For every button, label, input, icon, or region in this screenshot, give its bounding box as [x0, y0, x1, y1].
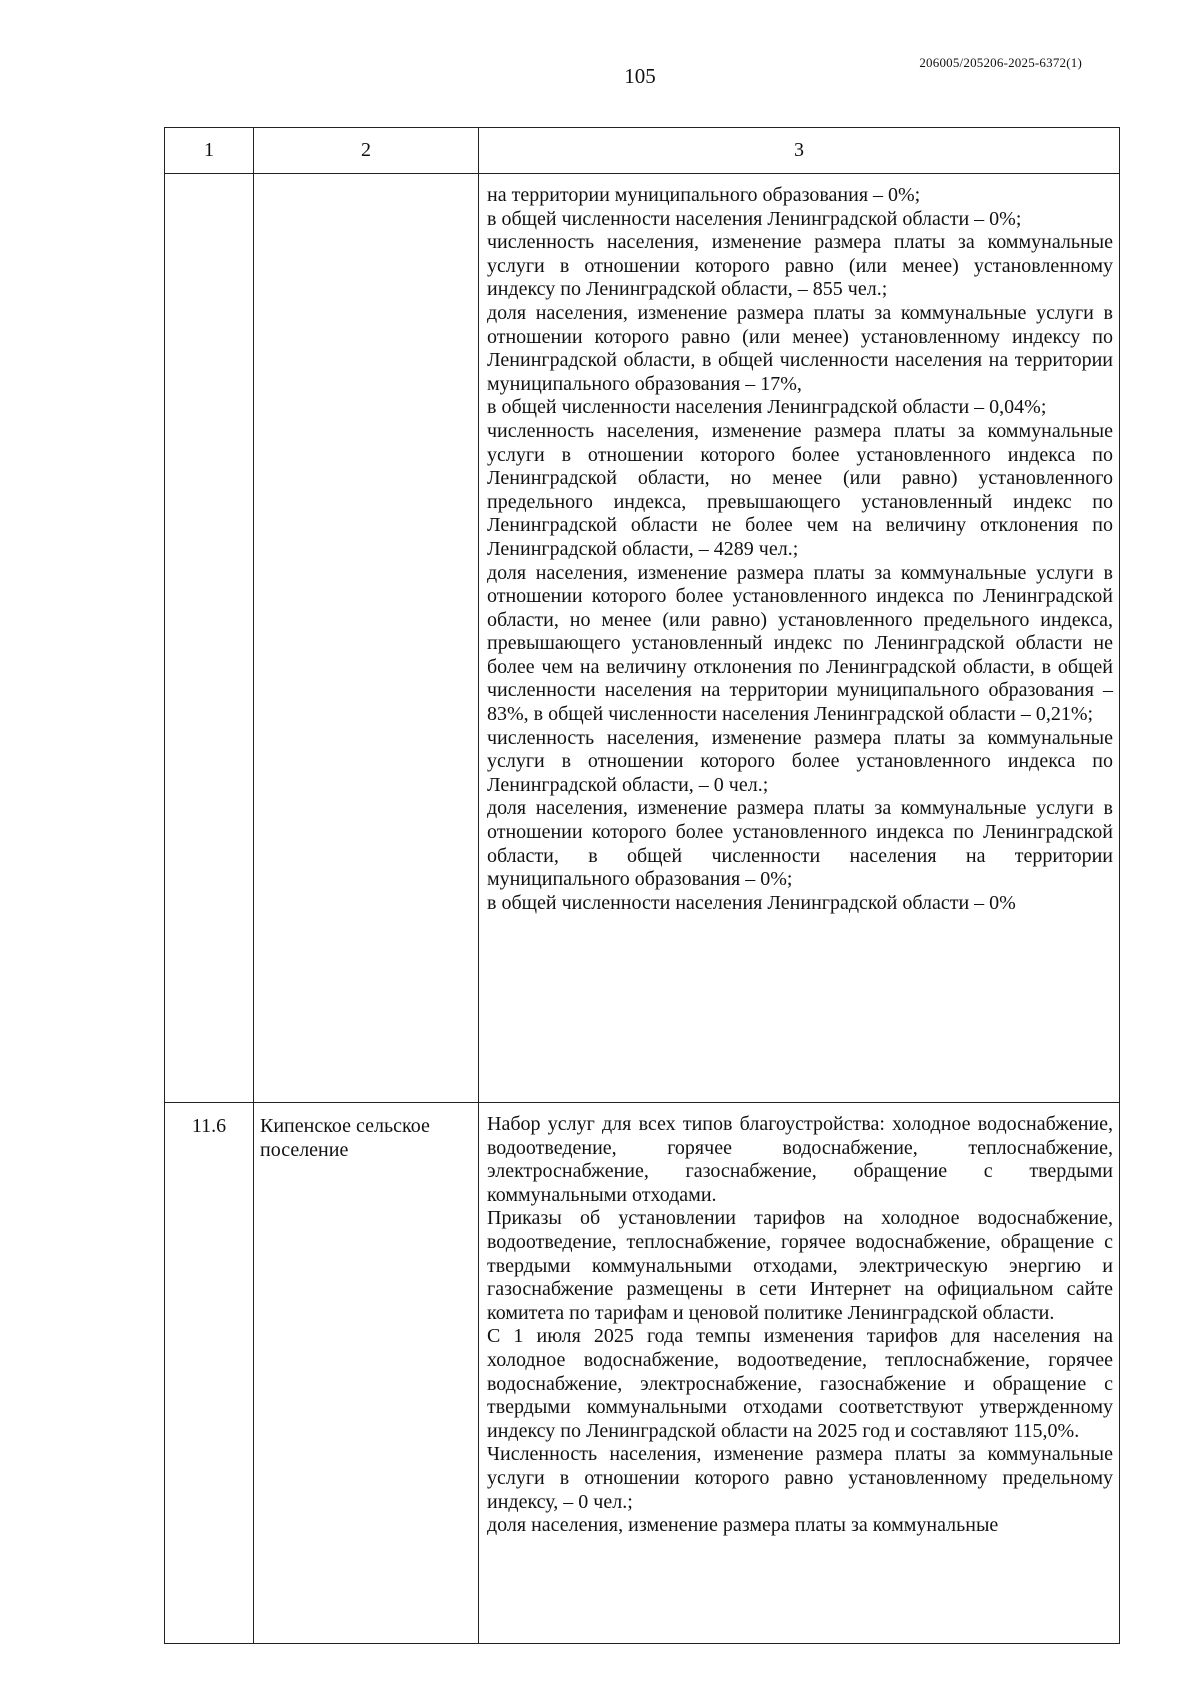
paragraph: численность населения, изменение размера платы за коммунальные услуги в отношении которого равно (или менее) установленному индексу по Ленинградской области, – 855 чел.;	[487, 231, 1113, 301]
table-row	[165, 1103, 1120, 1644]
paragraph: доля населения, изменение размера платы за коммунальные услуги в отношении которого более установленного индекса по Ленинградской области, в общей численности населения на территории муниципального образования – 0%;	[487, 797, 1113, 891]
paragraph: Численность населения, изменение размера платы за коммунальные услуги в отношении которого равно установленному предельному индексу, – 0 чел.;	[487, 1443, 1113, 1513]
paragraph: на территории муниципального образования – 0%;	[487, 184, 921, 206]
row-number	[165, 174, 254, 1103]
municipality-name: Кипенское сельское поселение	[254, 1103, 479, 1644]
row-number: 11.6	[165, 1103, 254, 1644]
paragraph: численность населения, изменение размера платы за коммунальные услуги в отношении которого более установленного индекса по Ленинградской области, – 0 чел.;	[487, 726, 1113, 796]
document-table	[164, 127, 1120, 1644]
page-number: 105	[624, 64, 656, 88]
paragraph: Приказы об установлении тарифов на холодное водоснабжение, водоотведение, теплоснабжение, горячее водоснабжение, обращение с твердыми коммунальными отходами, электрическую энергию и газоснабжение размещены в сети Интернет на официальном сайте комитета по тарифам и ценовой политике Ленинградской области.	[487, 1207, 1113, 1324]
column-header-3: 3	[479, 128, 1120, 174]
paragraph: в общей численности населения Ленинградской области – 0%	[487, 891, 1016, 914]
description-cell	[479, 174, 1120, 1103]
paragraph: доля населения, изменение размера платы за коммунальные	[487, 1514, 999, 1537]
column-header-1: 1	[165, 128, 254, 174]
table-row	[165, 174, 1120, 1103]
description-cell	[479, 1103, 1120, 1644]
paragraph: численность населения, изменение размера платы за коммунальные услуги в отношении которого более установленного индекса по Ленинградской области, но менее (или равно) установленного предельного индекса, превышающего установленный индекс по Ленинградской области не более чем на величину отклонения по Ленинградской области, – 4289 чел.;	[487, 419, 1113, 560]
paragraph: доля населения, изменение размера платы за коммунальные услуги в отношении которого равно (или менее) установленному индексу по Ленинградской области, в общей численности населения на территории муниципального образования – 17%,	[487, 301, 1113, 395]
document-code: 206005/205206-2025-6372(1)	[919, 55, 1082, 70]
paragraph: С 1 июля 2025 года темпы изменения тарифов для населения на холодное водоснабжение, водоотведение, теплоснабжение, горячее водоснабжение, электроснабжение, газоснабжение и обращение с твердыми коммунальными отходами соответствуют утвержденному индексу по Ленинградской области на 2025 год и составляют 115,0%.	[487, 1325, 1113, 1442]
paragraph: доля населения, изменение размера платы за коммунальные услуги в отношении которого более установленного индекса по Ленинградской области, но менее (или равно) установленного предельного индекса, превышающего установленный индекс по Ленинградской области не более чем на величину отклонения по Ленинградской области, в общей численности населения на территории муниципального образования – 83%, в общей численности населения Ленинградской области – 0,21%;	[487, 561, 1113, 726]
paragraph: в общей численности населения Ленинградской области – 0,04%;	[487, 396, 1047, 419]
municipality-name	[254, 174, 479, 1103]
column-header-2: 2	[254, 128, 479, 174]
table-header-row	[165, 128, 1120, 174]
paragraph: в общей численности населения Ленинградской области – 0%;	[487, 207, 1022, 230]
paragraph: Набор услуг для всех типов благоустройства: холодное водоснабжение, водоотведение, горячее водоснабжение, теплоснабжение, электроснабжение, газоснабжение, обращение с твердыми коммунальными отходами.	[487, 1113, 1113, 1206]
